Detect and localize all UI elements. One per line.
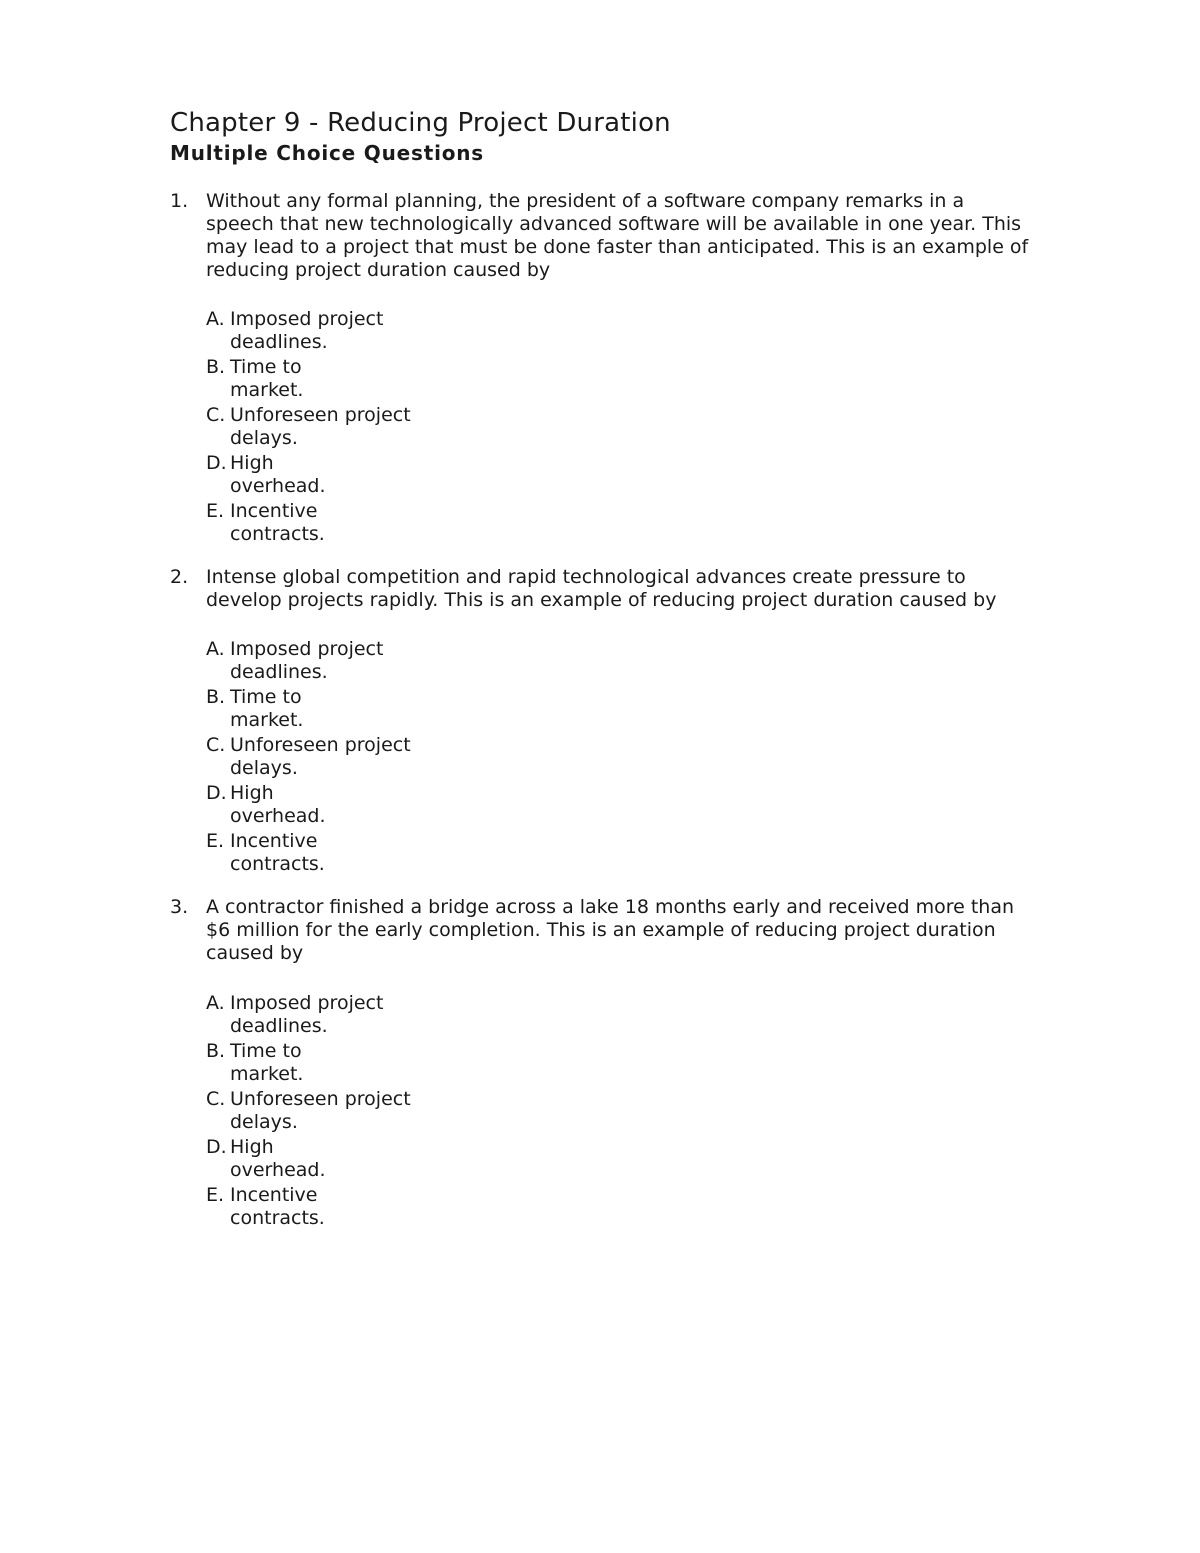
question-stem-line: develop projects rapidly. This is an example of reducing project duration caused by xyxy=(206,589,997,611)
choice-letter: A. xyxy=(206,308,225,330)
choice-a xyxy=(206,308,506,356)
question-stem-line: Intense global competition and rapid technological advances create pressure to xyxy=(206,566,966,588)
choice-d xyxy=(206,452,506,500)
choice-c xyxy=(206,734,506,782)
answer-choices xyxy=(206,308,506,548)
choice-text-line: Incentive xyxy=(230,830,318,852)
choice-text xyxy=(230,1088,490,1134)
choice-text-line: Unforeseen project xyxy=(230,734,411,756)
choice-text-line: contracts. xyxy=(230,853,325,875)
choice-text xyxy=(230,638,490,684)
choice-b xyxy=(206,1040,506,1088)
question-stem-line: A contractor finished a bridge across a lake 18 months early and received more than xyxy=(206,896,1015,918)
choice-c xyxy=(206,404,506,452)
question-number: 2. xyxy=(170,566,189,588)
choice-letter: A. xyxy=(206,638,225,660)
choice-text-line: delays. xyxy=(230,427,298,449)
choice-e xyxy=(206,830,506,878)
choice-text xyxy=(230,992,490,1038)
answer-choices xyxy=(206,992,506,1232)
answer-choices xyxy=(206,638,506,878)
choice-e xyxy=(206,1184,506,1232)
choice-text xyxy=(230,1184,490,1230)
question-stem xyxy=(206,566,1070,612)
question-stem xyxy=(206,190,1070,282)
choice-letter: A. xyxy=(206,992,225,1014)
choice-text xyxy=(230,782,490,828)
choice-letter: D. xyxy=(206,782,227,804)
choice-text-line: Imposed project xyxy=(230,308,384,330)
choice-text-line: Unforeseen project xyxy=(230,1088,411,1110)
choice-text-line: delays. xyxy=(230,757,298,779)
question-stem-line: reducing project duration caused by xyxy=(206,259,551,281)
choice-text-line: contracts. xyxy=(230,523,325,545)
choice-e xyxy=(206,500,506,548)
choice-text-line: market. xyxy=(230,709,304,731)
choice-letter: E. xyxy=(206,830,225,852)
choice-text xyxy=(230,308,490,354)
choice-a xyxy=(206,992,506,1040)
choice-text-line: overhead. xyxy=(230,805,326,827)
question-stem-line: Without any formal planning, the president of a software company remarks in a xyxy=(206,190,965,212)
choice-text-line: High xyxy=(230,1136,274,1158)
choice-text xyxy=(230,830,490,876)
choice-letter: C. xyxy=(206,404,226,426)
choice-text-line: market. xyxy=(230,379,304,401)
choice-text-line: Incentive xyxy=(230,500,318,522)
choice-text xyxy=(230,686,490,732)
choice-text-line: delays. xyxy=(230,1111,298,1133)
choice-text-line: Time to xyxy=(230,686,302,708)
choice-letter: D. xyxy=(206,452,227,474)
choice-text xyxy=(230,452,490,498)
choice-d xyxy=(206,782,506,830)
choice-text xyxy=(230,404,490,450)
question-stem-line: $6 million for the early completion. This is an example of reducing project duration xyxy=(206,919,996,941)
choice-text xyxy=(230,1136,490,1182)
choice-text xyxy=(230,356,490,402)
question-stem-line: may lead to a project that must be done faster than anticipated. This is an example of xyxy=(206,236,1029,258)
choice-c xyxy=(206,1088,506,1136)
choice-text-line: Imposed project xyxy=(230,638,384,660)
choice-text-line: contracts. xyxy=(230,1207,325,1229)
choice-text-line: deadlines. xyxy=(230,331,328,353)
choice-letter: B. xyxy=(206,686,226,708)
choice-text-line: overhead. xyxy=(230,475,326,497)
choice-text-line: Unforeseen project xyxy=(230,404,411,426)
choice-text-line: High xyxy=(230,782,274,804)
choice-text-line: High xyxy=(230,452,274,474)
choice-d xyxy=(206,1136,506,1184)
choice-text-line: deadlines. xyxy=(230,1015,328,1037)
choice-text-line: Imposed project xyxy=(230,992,384,1014)
choice-text xyxy=(230,500,490,546)
choice-letter: C. xyxy=(206,1088,226,1110)
choice-text-line: deadlines. xyxy=(230,661,328,683)
choice-letter: B. xyxy=(206,356,226,378)
page-title: Chapter 9 - Reducing Project Duration xyxy=(170,108,671,138)
choice-text-line: Incentive xyxy=(230,1184,318,1206)
choice-text-line: market. xyxy=(230,1063,304,1085)
choice-text-line: Time to xyxy=(230,356,302,378)
choice-letter: E. xyxy=(206,500,225,522)
choice-letter: E. xyxy=(206,1184,225,1206)
page-subtitle: Multiple Choice Questions xyxy=(170,141,485,165)
choice-letter: D. xyxy=(206,1136,227,1158)
choice-b xyxy=(206,356,506,404)
choice-letter: B. xyxy=(206,1040,226,1062)
choice-b xyxy=(206,686,506,734)
question-stem-line: caused by xyxy=(206,942,304,964)
choice-a xyxy=(206,638,506,686)
choice-letter: C. xyxy=(206,734,226,756)
question-number: 3. xyxy=(170,896,189,918)
choice-text xyxy=(230,1040,490,1086)
question-stem xyxy=(206,896,1070,965)
choice-text xyxy=(230,734,490,780)
choice-text-line: overhead. xyxy=(230,1159,326,1181)
question-number: 1. xyxy=(170,190,189,212)
choice-text-line: Time to xyxy=(230,1040,302,1062)
question-stem-line: speech that new technologically advanced software will be available in one year. This xyxy=(206,213,1022,235)
